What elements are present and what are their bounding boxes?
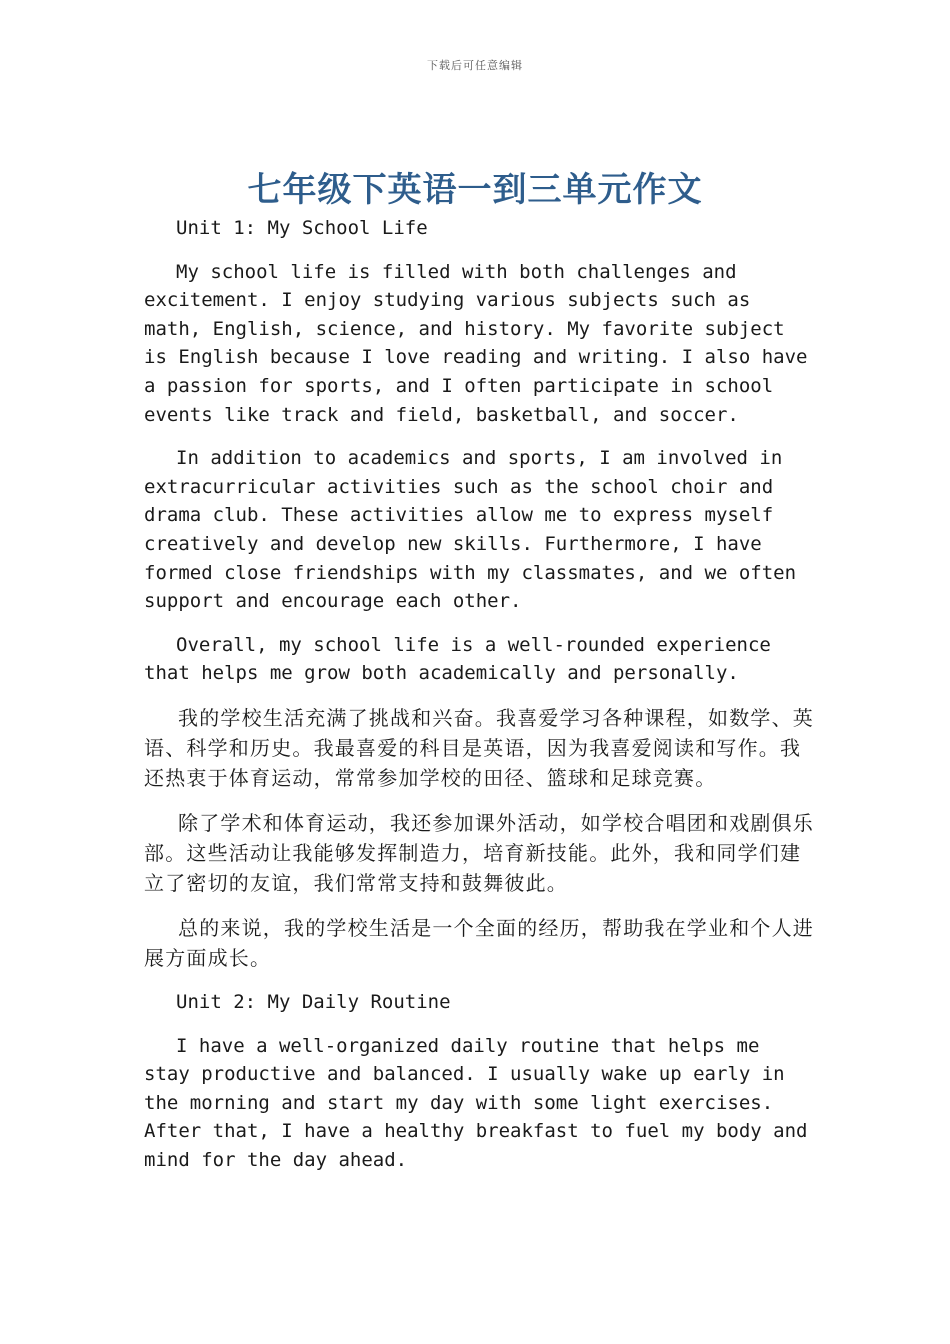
document-title: 七年级下英语一到三单元作文: [247, 170, 703, 210]
page-header-note: 下载后可任意编辑: [427, 59, 523, 72]
unit1-paragraph-en-2: In addition to academics and sports, I am involved in extracurricular activities such as the school choir and drama club. These activities allow me to express myself creatively and develop new skills. Furthermore, I have formed close friendships with my classmates, and we often support and encourage each other.: [144, 447, 797, 613]
unit1-paragraph-en-3: Overall, my school life is a well-rounded experience that helps me grow both academically and personally.: [144, 633, 771, 685]
document-body: [144, 214, 816, 1189]
unit2-paragraph-en-1: I have a well-organized daily routine that helps me stay productive and balanced. I usually wake up early in the morning and start my day with some light exercises. After that, I have a healthy breakfast to fuel my body and mind for the day ahead.: [144, 1034, 808, 1171]
unit1-paragraph-en-1: My school life is filled with both challenges and excitement. I enjoy studying various subjects such as math, English, science, and history. My favorite subject is English because I love reading and writing. I also have a passion for sports, and I often participate in school events like track and field, basketball, and soccer.: [144, 260, 808, 426]
unit1-paragraph-cn-1: 我的学校生活充满了挑战和兴奋。我喜爱学习各种课程，如数学、英语、科学和历史。我最喜爱的科目是英语，因为我喜爱阅读和写作。我还热衷于体育运动，常常参加学校的田径、篮球和足球竞赛。: [144, 705, 814, 790]
unit2-heading: Unit 2: My Daily Routine: [176, 990, 451, 1013]
unit1-heading: Unit 1: My School Life: [176, 217, 428, 239]
unit1-paragraph-cn-2: 除了学术和体育运动，我还参加课外活动，如学校合唱团和戏剧俱乐部。这些活动让我能够发挥制造力，培育新技能。此外，我和同学们建立了密切的友谊，我们常常支持和鼓舞彼此。: [144, 810, 814, 895]
unit1-paragraph-cn-3: 总的来说，我的学校生活是一个全面的经历，帮助我在学业和个人进展方面成长。: [144, 915, 814, 970]
